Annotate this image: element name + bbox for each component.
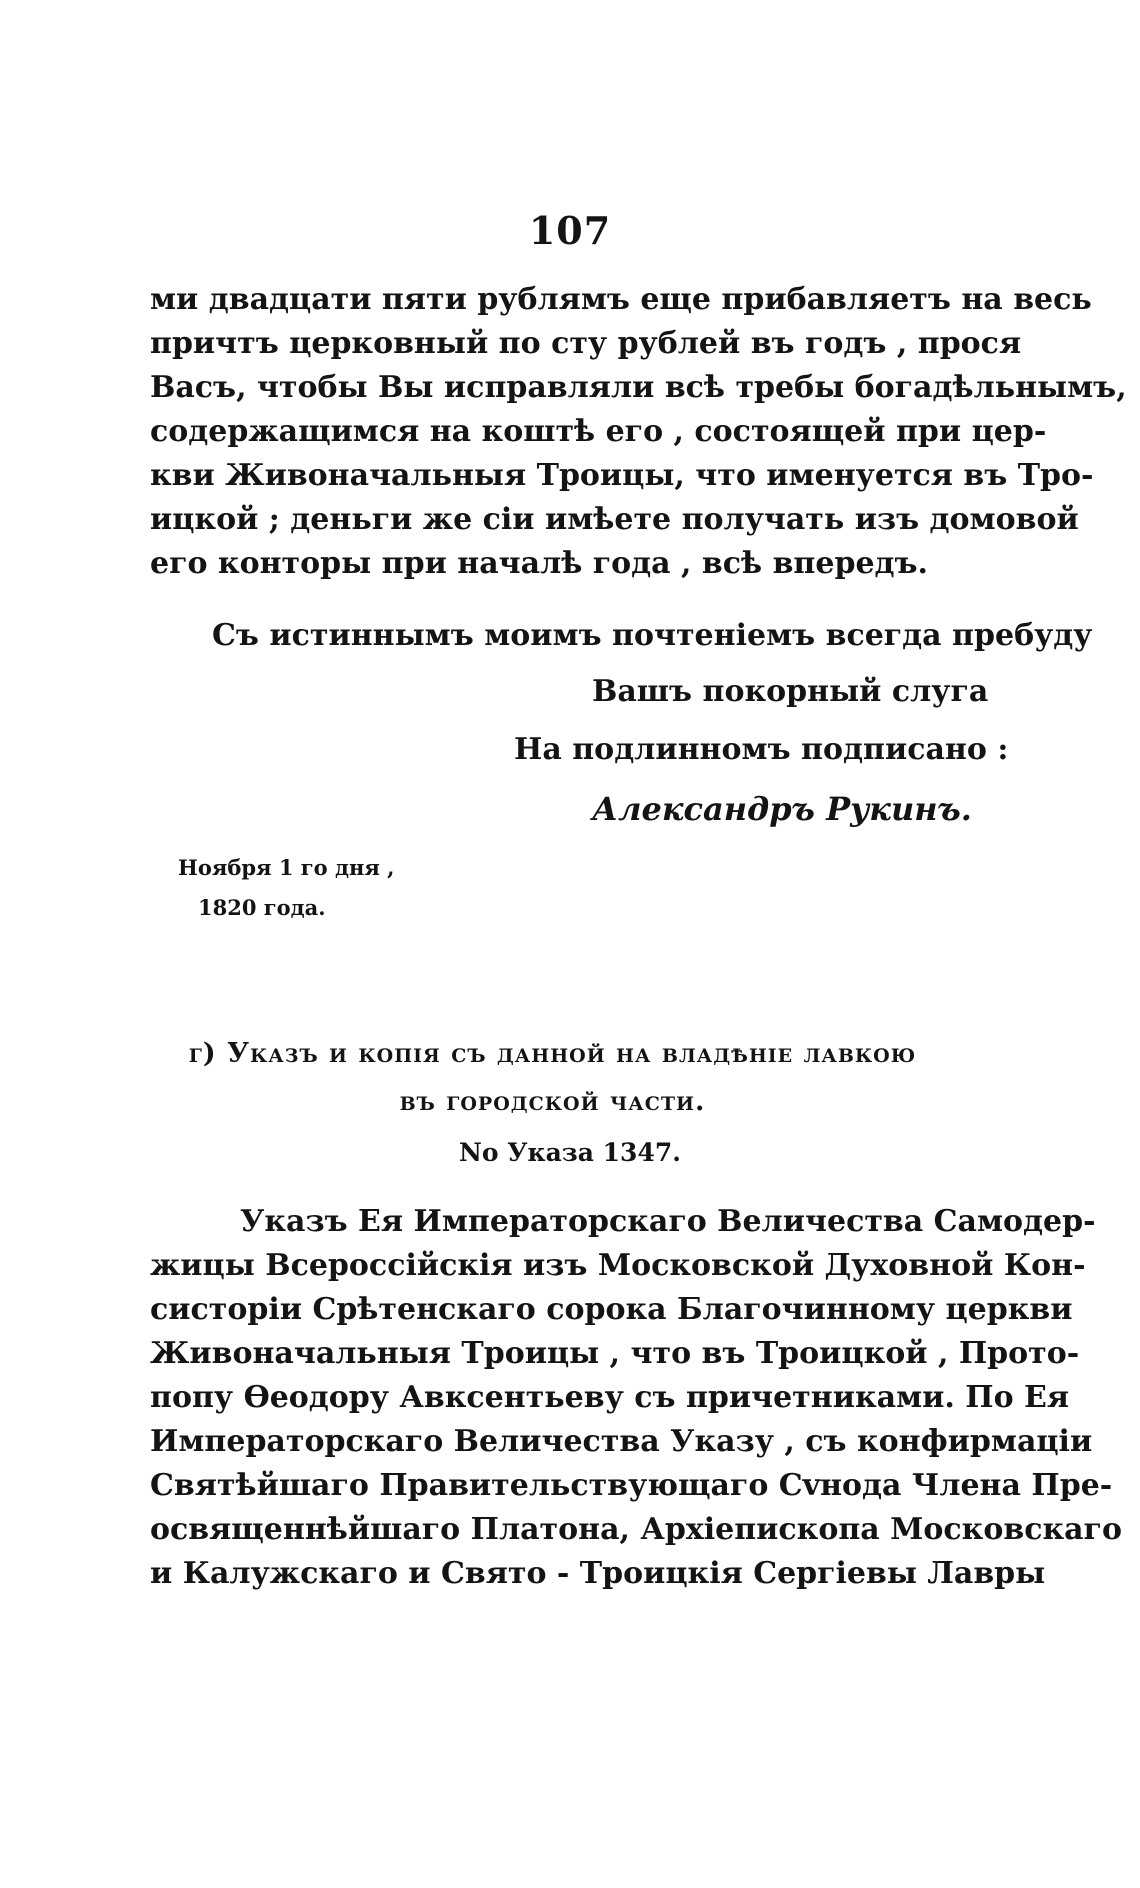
signature: Александръ Рукинъ.	[592, 790, 972, 828]
text-line: его конторы при началѣ года , всѣ впередъ.	[150, 546, 928, 581]
text-line: Васъ, чтобы Вы исправляли всѣ требы богадѣльнымъ,	[150, 370, 1127, 405]
text-line: освященнѣйшаго Платона, Архіепископа Московскаго	[150, 1512, 1122, 1547]
text-line: Святѣйшаго Правительствующаго Сvнода Члена Пре-	[150, 1468, 1113, 1503]
text-line: содержащимся на коштѣ его , состоящей при цер-	[150, 414, 1047, 449]
letter-date	[178, 848, 395, 928]
text-line: попу Ѳеодору Авксентьеву съ причетниками. По Ея	[150, 1380, 1070, 1415]
text-line: Императорскаго Величества Указу , съ конфирмаціи	[150, 1424, 1093, 1459]
text-line: ми двадцати пяти рублямъ еще прибавляетъ на весь	[150, 282, 1092, 317]
decree-number: No Указа 1347.	[459, 1138, 681, 1167]
text-line: жицы Всероссійскія изъ Московской Духовной Кон-	[150, 1248, 1086, 1283]
date-year: 1820 года.	[198, 895, 326, 920]
decree-paragraph	[150, 1200, 1122, 1596]
closing-servant: Вашъ покорный слуга	[592, 674, 989, 709]
section-heading	[150, 1030, 955, 1126]
text-line: кви Живоначальныя Троицы, что именуется въ Тро-	[150, 458, 1094, 493]
section-heading-line: г) Указъ и копія съ данной на владѣніе лавкою	[188, 1038, 917, 1069]
text-line: Указъ Ея Императорскаго Величества Самодер-	[240, 1204, 1096, 1239]
letter-paragraph	[150, 278, 1127, 586]
text-line: систоріи Срѣтенскаго сорока Благочинному церкви	[150, 1292, 1073, 1327]
page-number: 107	[528, 208, 612, 253]
text-line: причтъ церковный по сту рублей въ годъ , прося	[150, 326, 1022, 361]
text-line: Живоначальныя Троицы , что въ Троицкой , Прото-	[150, 1336, 1080, 1371]
text-line: ицкой ; деньги же сіи имѣете получать изъ домовой	[150, 502, 1079, 537]
section-heading-line: въ городской части.	[399, 1086, 706, 1117]
date-day: Ноября 1 го дня ,	[178, 855, 395, 880]
closing-salutation: Съ истиннымъ моимъ почтеніемъ всегда пребуду	[212, 618, 1093, 653]
text-line: и Калужскаго и Свято - Троицкія Сергіевы Лавры	[150, 1556, 1046, 1591]
signed-original-note: На подлинномъ подписано :	[514, 732, 1009, 767]
